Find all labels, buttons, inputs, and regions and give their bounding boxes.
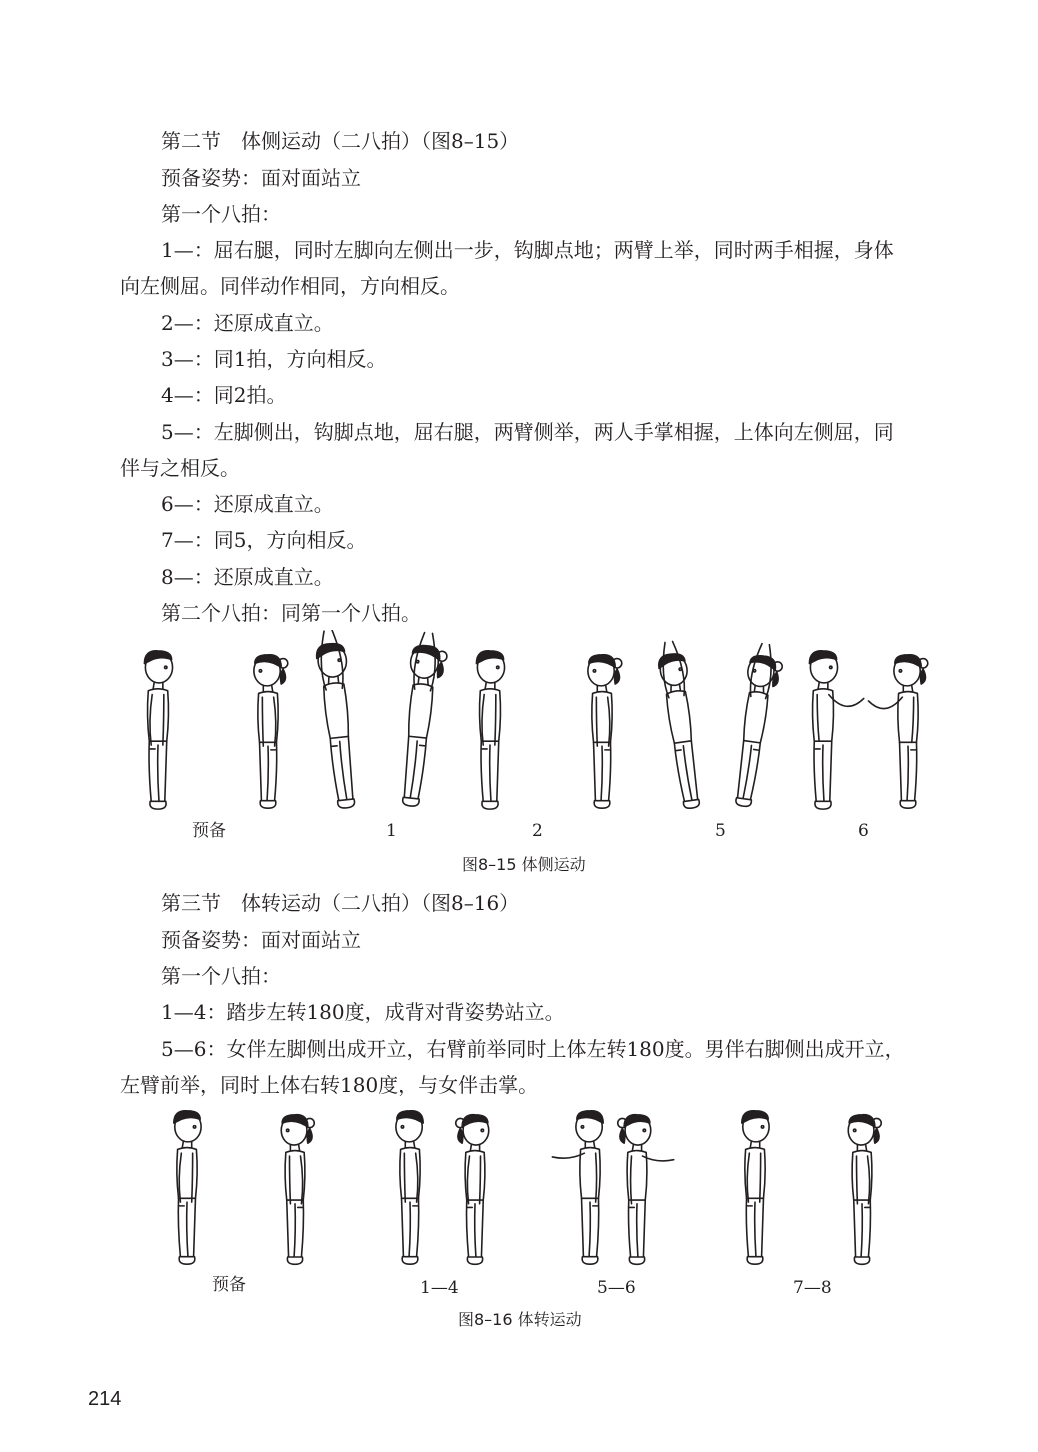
section3-beat5-6-line2: 左臂前举，同时上体右转180度，与女伴击掌。: [120, 1073, 539, 1097]
figure16-ready-girl: [281, 1115, 314, 1265]
section2-ready-posture: 预备姿势：面对面站立: [161, 166, 361, 190]
section2-beat8: 8—：还原成直立。: [161, 565, 334, 589]
figure15-beat1-boy: [314, 630, 362, 809]
figure16-label-5-6: 5—6: [597, 1278, 636, 1298]
figure15-ready-girl: [254, 655, 288, 808]
figure16-ready-boy: [174, 1111, 201, 1264]
section2-beat2: 2—：还原成直立。: [161, 311, 334, 335]
figure16-beat1-4-girl: [456, 1115, 489, 1265]
figure16-label-7-8: 7—8: [793, 1278, 832, 1298]
section2-eight1-heading: 第一个八拍：: [161, 202, 281, 226]
section2-beat1-line2: 向左侧屈。同伴动作相同，方向相反。: [120, 274, 460, 298]
figure15-label-1: 1: [386, 821, 397, 841]
figure15-label-6: 6: [858, 821, 869, 841]
section2-beat5-line2: 伴与之相反。: [120, 456, 240, 480]
figure15-caption: 图8–15 体侧运动: [462, 855, 586, 874]
figure15-label-ready: 预备: [192, 821, 226, 841]
section2-beat1-line1: 1—：屈右腿，同时左脚向左侧出一步，钩脚点地；两臂上举，同时两手相握，身体: [161, 238, 894, 262]
figure15-beat2-girl: [588, 655, 622, 808]
figure15-beat5-boy: [656, 640, 707, 810]
section3-ready-posture: 预备姿势：面对面站立: [161, 928, 361, 952]
page-number: 214: [88, 1388, 122, 1410]
figure15-label-2: 2: [532, 821, 543, 841]
section2-beat4: 4—：同2拍。: [161, 383, 287, 407]
figure16-label-1-4: 1—4: [420, 1278, 459, 1298]
section3-beat5-6-line1: 5—6：女伴左脚侧出成开立，右臂前举同时上体左转180度。男伴右脚侧出成开立，: [161, 1037, 905, 1061]
section3-title: 第三节 体转运动（二八拍）（图8–16）: [161, 891, 520, 915]
figure15-beat1-girl: [396, 631, 450, 808]
section2-beat7: 7—：同5，方向相反。: [161, 528, 367, 552]
section2-title: 第二节 体侧运动（二八拍）（图8–15）: [161, 129, 520, 153]
figure-8-16-illustration: [0, 1100, 1038, 1275]
figure16-beat5-6-boy: [552, 1111, 603, 1264]
section2-eight2: 第二个八拍：同第一个八拍。: [161, 601, 421, 625]
figure15-beat2-boy: [476, 651, 504, 809]
figure15-label-5: 5: [715, 821, 726, 841]
figure16-beat7-8-boy: [742, 1111, 769, 1264]
section3-beat1-4: 1—4：踏步左转180度，成背对背姿势站立。: [161, 1000, 565, 1024]
figure16-caption: 图8–16 体转运动: [458, 1310, 582, 1329]
figure16-beat7-8-girl: [848, 1115, 881, 1265]
figure15-beat5-girl: [729, 642, 785, 809]
figure16-label-ready: 预备: [212, 1275, 246, 1295]
figure-8-15-illustration: [0, 630, 1038, 815]
section2-beat6: 6—：还原成直立。: [161, 492, 334, 516]
section3-eight1-heading: 第一个八拍：: [161, 964, 281, 988]
figure15-ready-boy: [144, 651, 172, 809]
figure15-beat6-girl: [868, 655, 927, 808]
figure16-beat1-4-boy: [396, 1111, 423, 1264]
figure15-beat6-boy: [809, 651, 863, 809]
section2-beat3: 3—：同1拍，方向相反。: [161, 347, 387, 371]
section2-beat5-line1: 5—：左脚侧出，钩脚点地，屈右腿，两臂侧举，两人手掌相握，上体向左侧屈，同: [161, 420, 894, 444]
figure16-beat5-6-girl: [618, 1115, 674, 1265]
